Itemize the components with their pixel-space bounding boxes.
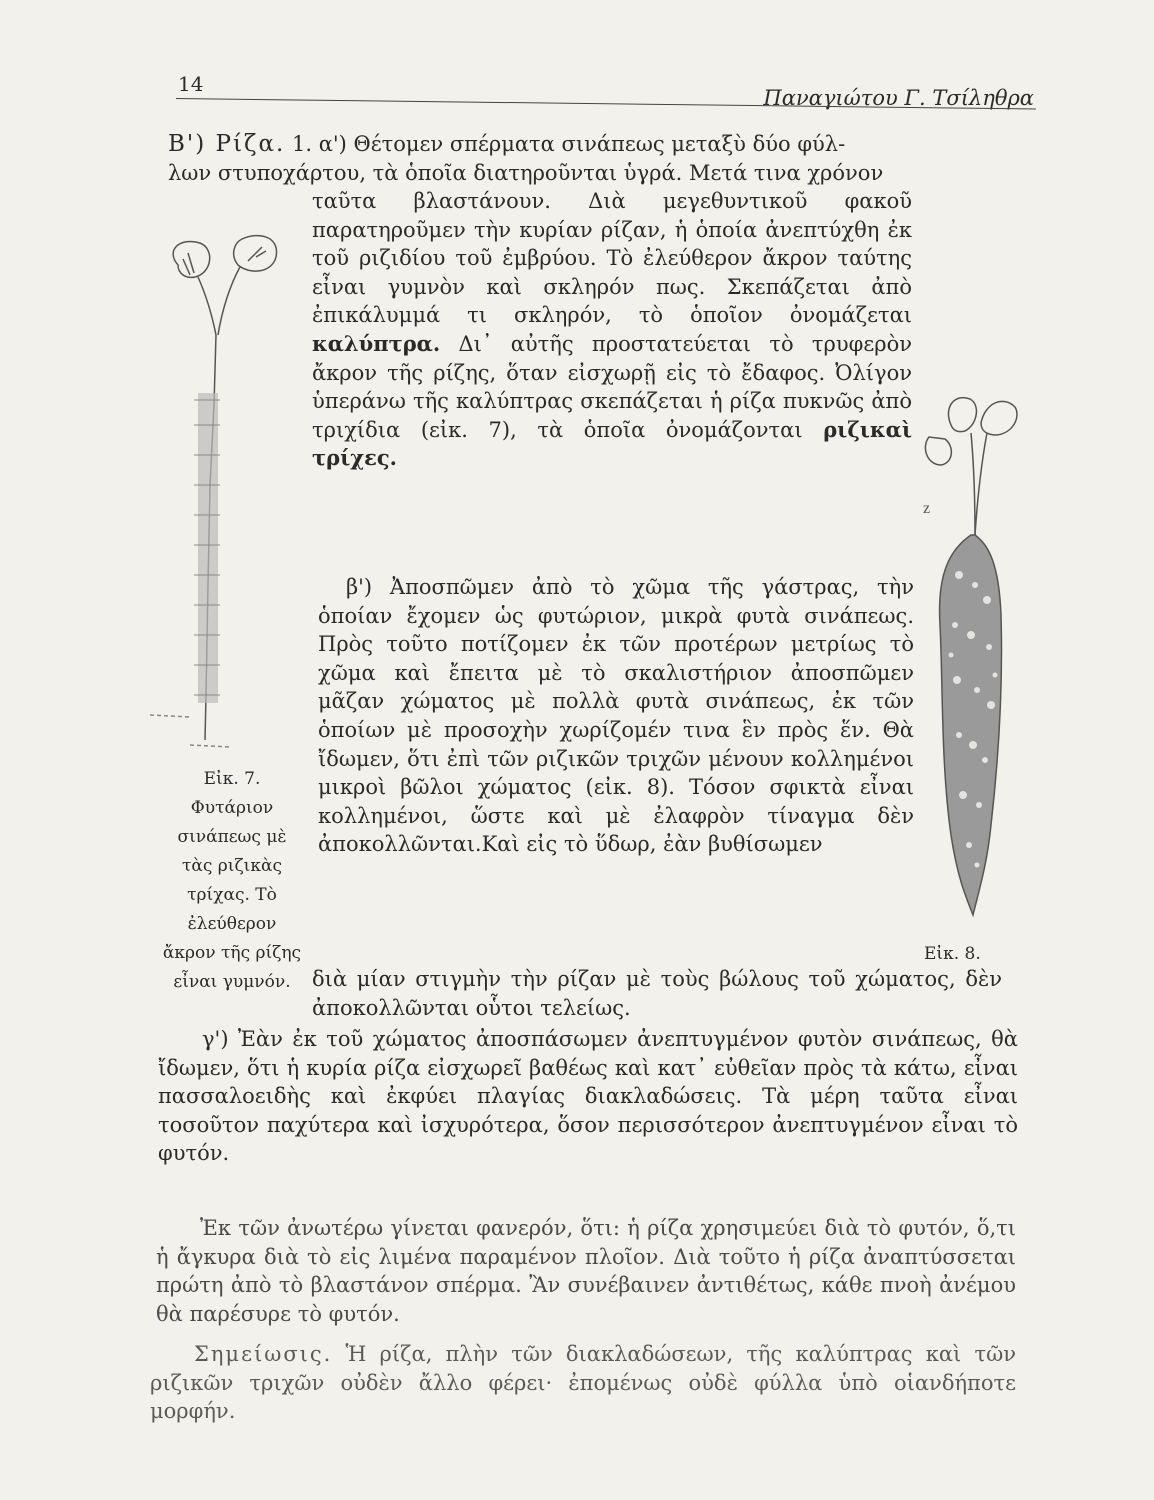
term-root-hairs: ριζικαὶ τρίχες.	[312, 416, 912, 471]
page-number: 14	[178, 72, 204, 96]
figure7-caption: Εἰκ. 7. Φυτάριον σινάπεως μὲ τὰς ριζικὰς τρίχας. Τὸ ἐλεύθερον ἄκρον τῆς ρίζης εἶναι γυμνόν.	[162, 769, 302, 992]
conclusion-paragraph: Ἐκ τῶν ἀνωτέρω γίνεται φανερόν, ὅτι: ἡ ρίζα χρησιμεύει διὰ τὸ φυτόν, ὅ,τι ἡ ἄγκυρα διὰ τὸ εἰς λιμένα παραμένον πλοῖον. Διὰ τοῦτο ἡ ρίζα ἀναπτύσσεται πρώτη ἀπὸ τὸ βλαστάνον σπέρμα. Ἂν συνέβαινεν ἀντιθέτως, κάθε πνοὴ ἀνέμου θὰ παρέσυρε τὸ φυτόν.	[156, 1216, 1016, 1326]
seedling-with-soil-clumps-illustration	[915, 385, 1035, 930]
figure8-caption: Εἰκ. 8.	[924, 944, 981, 964]
section-b-heading: Β') Ρίζα.	[168, 131, 286, 157]
section-b-wrap-text-2: Δι᾿ αὐτῆς προστατεύεται τὸ τρυφερὸν ἄκρον τῆς ρίζης, ὅταν εἰσχωρῇ εἰς τὸ ἔδαφος. Ὀλίγον ὑπεράνω τῆς καλύπτρας σκεπάζεται ἡ ρίζα πυκνῶς ἀπὸ τριχίδια (εἰκ. 7), τὰ ὁποῖα ὀνομάζονται	[312, 331, 912, 442]
section-b-opening	[168, 130, 1018, 187]
section-gamma: γ') Ἐὰν ἐκ τοῦ χώματος ἀποσπάσωμεν ἀνεπτυγμένον φυτὸν σινάπεως, θὰ ἴδωμεν, ὅτι ἡ κυρία ρίζα εἰσχωρεῖ βαθέως καὶ κατ᾿ εὐθεῖαν πρὸς τὰ κάτω, εἶναι πασσαλοειδὴς καὶ ἐκφύει πλαγίας διακλαδώσεις. Τὰ μέρη ταῦτα εἶναι τοσοῦτον παχύτερα καὶ ἰσχυρότερα, ὅσον περισσότερον ἀνεπτυγμένον εἶναι τὸ φυτόν.	[158, 1027, 1018, 1166]
note-text: Ἡ ρίζα, πλὴν τῶν διακλαδώσεων, τῆς καλύπτρας καὶ τῶν ριζικῶν τριχῶν οὐδὲν ἄλλο φέρει· ἐπομένως οὐδὲ φύλλα ὑπὸ οἱανδήποτε μορφήν.	[150, 1342, 1016, 1424]
section-b-wrap-text: ταῦτα βλαστάνουν. Διὰ μεγεθυντικοῦ φακοῦ παρατηροῦμεν τὴν κυρίαν ρίζαν, ἡ ὁποία ἀνεπτύχθη ἐκ τοῦ ριζιδίου τοῦ ἐμβρύου. Τὸ ἐλεύθερον ἄκρον ταύτης εἶναι γυμνὸν καὶ σκληρόν πως. Σκεπάζεται ἀπὸ ἐπικάλυμμά τι σκληρόν, τὸ ὁποῖον ὀνομάζεται	[312, 189, 912, 328]
term-kalyptra: καλύπτρα.	[312, 330, 441, 356]
note-paragraph	[150, 1340, 1016, 1426]
running-header: Παναγιώτου Γ. Τσίληθρα	[763, 86, 1034, 110]
section-b-line-1: 1. α') Θέτομεν σπέρματα σινάπεως μεταξὺ δύο φύλ-	[285, 132, 846, 156]
section-beta	[318, 573, 914, 859]
mustard-seedling-illustration	[150, 225, 310, 765]
section-b-line-2: λων στυποχάρτου, τὰ ὁποῖα διατηροῦνται ὑγρά. Μετά τινα χρόνον	[168, 160, 884, 185]
section-b-body	[312, 187, 912, 473]
section-beta-text: β') Ἀποσπῶμεν ἀπὸ τὸ χῶμα τῆς γάστρας, τὴν ὁποίαν ἔχομεν ὡς φυτώριον, μικρὰ φυτὰ σινάπεως. Πρὸς τοῦτο ποτίζομεν ἐκ τῶν προτέρων μετρίως τὸ χῶμα καὶ ἔπειτα μὲ τὸ σκαλιστήριον ἀποσπῶμεν μᾶζαν χώματος μὲ πολλὰ φυτὰ σινάπεως, ἐκ τῶν ὁποίων μὲ προσοχὴν χωρίζομέν τινα ἓν πρὸς ἕν. Θὰ ἴδωμεν, ὅτι ἐπὶ τῶν ριζικῶν τριχῶν μένουν κολλημένοι μικροὶ βῶλοι χώματος (εἰκ. 8). Τόσον σφικτὰ εἶναι κολλημένοι, ὥστε καὶ μὲ ἐλαφρὸν τίναγμα δὲν ἀποκολλῶνται.Καὶ εἰς τὸ ὕδωρ, ἐὰν βυθίσωμεν	[318, 575, 914, 857]
note-label: Σημείωσις.	[194, 1342, 333, 1366]
section-beta-continuation: διὰ μίαν στιγμὴν τὴν ρίζαν μὲ τοὺς βώλους τοῦ χώματος, δὲν ἀποκολλῶνται οὗτοι τελείως.	[312, 967, 1002, 1020]
figure8-letter: z	[923, 500, 931, 517]
